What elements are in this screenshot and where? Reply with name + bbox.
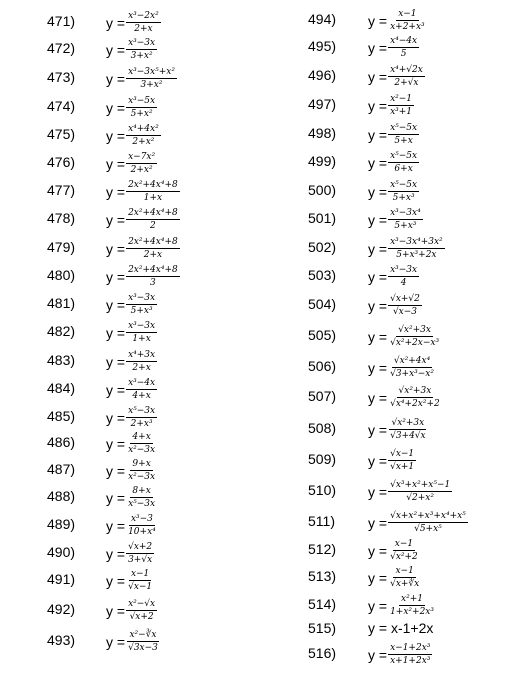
denominator: √x+∛x xyxy=(390,579,420,589)
exercise-number: 480) xyxy=(47,267,76,283)
y-equals: y = xyxy=(106,545,126,562)
numerator: x−7x² xyxy=(128,152,156,162)
equation xyxy=(106,180,180,203)
fraction xyxy=(388,449,416,472)
exercise-number: 502) xyxy=(308,239,337,255)
numerator: x⁴+3x xyxy=(128,350,156,360)
denominator: √x⁴+2x²+2 xyxy=(390,399,440,409)
equation xyxy=(368,511,468,534)
exercise-number: 481) xyxy=(47,295,76,311)
exercise-number: 493) xyxy=(47,632,76,648)
equation xyxy=(368,566,421,589)
equation xyxy=(368,539,420,562)
numerator: x−1+2x³ xyxy=(390,643,431,653)
denominator: 5+x³ xyxy=(394,221,417,231)
numerator: x−1 xyxy=(395,566,414,576)
denominator: √x+1 xyxy=(390,462,415,472)
denominator: 3+√x xyxy=(128,555,153,565)
fraction xyxy=(388,65,425,88)
fraction xyxy=(388,356,436,379)
numerator: 9+x xyxy=(132,459,151,469)
numerator: √x²+4x⁴ xyxy=(393,356,431,366)
y-equals: y = xyxy=(368,154,388,171)
exercise-number: 479) xyxy=(47,239,76,255)
equation xyxy=(368,294,422,317)
y-equals: y = xyxy=(106,41,126,58)
y-equals: y = xyxy=(106,268,126,285)
denominator: 5 xyxy=(400,49,407,59)
exercise-number: 475) xyxy=(47,126,76,142)
equation xyxy=(368,325,441,348)
denominator: √5+x⁵ xyxy=(414,524,442,534)
equation xyxy=(368,94,414,117)
y-equals: y = xyxy=(368,483,388,500)
numerator: x³−3 xyxy=(130,514,153,524)
exercise-number: 512) xyxy=(308,541,337,557)
fraction xyxy=(388,123,419,146)
denominator: 2 xyxy=(150,221,156,231)
y-equals: y = xyxy=(368,240,388,257)
y-equals: y = xyxy=(368,452,388,469)
y-equals: y = xyxy=(368,297,388,314)
y-equals: y = xyxy=(368,597,388,614)
numerator: 2x²+4x⁴+8 xyxy=(128,265,178,275)
fraction xyxy=(126,378,157,401)
denominator: 5+x³+2x xyxy=(396,250,437,260)
equation xyxy=(106,67,177,90)
fraction xyxy=(126,67,177,90)
denominator: √3+4√x xyxy=(390,431,426,441)
denominator: 2+x xyxy=(143,250,163,260)
exercise-number: 490) xyxy=(47,544,76,560)
fraction xyxy=(388,208,423,231)
denominator: 2+x³ xyxy=(130,419,153,429)
denominator: 2+x² xyxy=(132,137,155,147)
fraction xyxy=(388,539,420,562)
numerator: x³−4x xyxy=(128,378,156,388)
denominator: 6+x xyxy=(394,164,413,174)
equation xyxy=(106,293,157,316)
denominator: 3+x² xyxy=(140,80,163,90)
denominator: √x²+2x−x³ xyxy=(390,338,440,348)
exercise-number: 506) xyxy=(308,358,337,374)
equation xyxy=(106,38,157,61)
denominator: 1+x xyxy=(132,334,151,344)
numerator: 2x²+4x⁴+8 xyxy=(128,180,178,190)
exercise-number: 483) xyxy=(47,352,76,368)
y-equals: y = xyxy=(106,602,126,619)
numerator: √x−1 xyxy=(390,449,415,459)
numerator: 4+x xyxy=(132,432,151,442)
equation xyxy=(368,643,432,666)
fraction xyxy=(388,386,442,409)
y-equals: y = xyxy=(368,39,388,56)
numerator: x⁵−5x xyxy=(390,151,418,161)
exercise-number: 514) xyxy=(308,596,337,612)
y-equals: y = xyxy=(106,435,126,452)
y-equals: y = xyxy=(368,12,388,29)
y-equals: y = xyxy=(106,572,126,589)
denominator: x³+1 xyxy=(390,107,413,117)
y-equals: y = xyxy=(106,155,126,172)
exercise-number: 477) xyxy=(47,182,76,198)
exercise-number: 495) xyxy=(308,38,337,54)
equation xyxy=(106,208,180,231)
y-equals: y = xyxy=(368,421,388,438)
fraction xyxy=(126,542,154,565)
fraction xyxy=(126,152,157,175)
denominator: 2+√x xyxy=(394,78,419,88)
equation xyxy=(106,11,161,34)
fraction xyxy=(126,569,154,592)
numerator: x³−5x xyxy=(128,96,156,106)
numerator: x⁴+4x² xyxy=(128,124,159,134)
numerator: √x+x²+x³+x⁴+x⁵ xyxy=(390,511,466,521)
equation xyxy=(106,96,157,119)
numerator: x³−3x xyxy=(390,265,418,275)
exercise-number: 511) xyxy=(308,513,335,529)
y-equals: y = xyxy=(368,268,388,285)
fraction xyxy=(126,124,161,147)
fraction xyxy=(126,459,157,482)
exercise-number: 488) xyxy=(47,488,76,504)
denominator: 4+x xyxy=(132,391,151,401)
denominator: x²−3x xyxy=(128,445,156,455)
equation xyxy=(368,356,436,379)
fraction xyxy=(126,38,157,61)
numerator: 8+x xyxy=(132,486,151,496)
fraction xyxy=(126,599,157,622)
denominator: 10+x⁴ xyxy=(128,527,156,537)
fraction xyxy=(126,321,157,344)
equation xyxy=(106,514,158,537)
denominator: √3+x³−x² xyxy=(390,369,434,379)
fraction xyxy=(388,594,436,617)
numerator: x³−3x xyxy=(128,321,156,331)
fraction xyxy=(126,293,157,316)
fraction xyxy=(126,237,180,260)
numerator: √x+√2 xyxy=(390,294,420,304)
fraction xyxy=(388,9,427,32)
fraction xyxy=(388,151,419,174)
y-equals: y = xyxy=(106,296,126,313)
exercise-number: 472) xyxy=(47,40,76,56)
fraction xyxy=(388,94,414,117)
equation xyxy=(106,378,157,401)
fraction xyxy=(388,566,421,589)
fraction xyxy=(126,96,157,119)
y-equals: y = xyxy=(368,542,388,559)
y-equals: y = xyxy=(368,183,388,200)
exercise-number: 516) xyxy=(308,645,337,661)
exercise-number: 497) xyxy=(308,96,337,112)
exercise-number: 485) xyxy=(47,408,76,424)
denominator: √2+x² xyxy=(406,493,434,503)
denominator: x+1+2x³ xyxy=(390,656,431,666)
y-equals: y = xyxy=(106,517,126,534)
denominator: 3+x² xyxy=(130,51,153,61)
exercise-number: 509) xyxy=(308,451,337,467)
denominator: x⁵−3x xyxy=(128,499,156,509)
numerator: √x²+3x xyxy=(398,386,432,396)
equation xyxy=(106,486,157,509)
numerator: √x+2 xyxy=(128,542,153,552)
equation xyxy=(368,265,419,288)
exercise-number: 494) xyxy=(308,11,337,27)
y-equals: y = xyxy=(368,328,388,345)
y-equals: y = xyxy=(368,389,388,406)
exercise-number: 473) xyxy=(47,69,76,85)
equation xyxy=(106,630,160,653)
y-equals: y = xyxy=(368,646,388,663)
fraction xyxy=(388,36,419,59)
equation xyxy=(106,152,157,175)
y-equals: y = xyxy=(368,359,388,376)
fraction xyxy=(126,406,157,429)
denominator: 3 xyxy=(150,278,156,288)
y-equals: y = xyxy=(106,353,126,370)
equation xyxy=(106,350,157,373)
numerator: x⁵−5x xyxy=(390,123,418,133)
denominator: 2+x² xyxy=(130,165,153,175)
exercise-number: 501) xyxy=(308,210,337,226)
fraction xyxy=(388,325,441,348)
exercise-number: 476) xyxy=(47,154,76,170)
denominator: √x+2 xyxy=(129,612,154,622)
fraction xyxy=(126,265,180,288)
denominator: x²−3x xyxy=(128,472,156,482)
numerator: x³−3x⁵+x² xyxy=(128,67,175,77)
equation xyxy=(368,65,425,88)
exercise-number: 471) xyxy=(47,13,76,29)
fraction xyxy=(126,350,157,373)
fraction xyxy=(388,237,445,260)
y-equals: y = xyxy=(106,240,126,257)
exercise-number: 478) xyxy=(47,210,76,226)
numerator: x−1 xyxy=(398,9,417,19)
exercise-number: 505) xyxy=(308,327,337,343)
equation xyxy=(368,36,419,59)
equation-plain: y = x-1+2x xyxy=(368,620,434,636)
y-equals: y = xyxy=(106,99,126,116)
denominator: √x−3 xyxy=(392,307,418,317)
numerator: √x²+3x xyxy=(391,418,425,428)
exercise-number: 515) xyxy=(308,620,337,636)
equation xyxy=(106,265,180,288)
fraction xyxy=(126,11,161,34)
numerator: x⁴+√2x xyxy=(390,65,423,75)
numerator: x−1 xyxy=(394,539,414,549)
equation xyxy=(368,123,419,146)
fraction xyxy=(388,265,419,288)
fraction xyxy=(388,511,468,534)
fraction xyxy=(388,418,428,441)
numerator: x³−3x xyxy=(128,38,156,48)
numerator: x²−1 xyxy=(390,94,413,104)
denominator: 1+x²+2x³ xyxy=(390,607,434,617)
fraction xyxy=(388,294,422,317)
exercise-number: 507) xyxy=(308,388,337,404)
equation xyxy=(368,237,445,260)
numerator: 2x²+4x⁴+8 xyxy=(128,208,178,218)
numerator: x⁴−4x xyxy=(390,36,418,46)
denominator: 5+x xyxy=(394,136,413,146)
exercise-number: 492) xyxy=(47,601,76,617)
denominator: 2+x xyxy=(132,363,151,373)
numerator: x²−√x xyxy=(128,599,156,609)
y-equals: y = xyxy=(368,569,388,586)
y-equals: y = xyxy=(368,126,388,143)
fraction xyxy=(126,432,157,455)
denominator: 2+x xyxy=(134,24,153,34)
fraction xyxy=(388,643,432,666)
fraction xyxy=(126,514,158,537)
numerator: x³−3x⁴+3x² xyxy=(390,237,443,247)
y-equals: y = xyxy=(106,324,126,341)
denominator: 5+x² xyxy=(130,109,153,119)
exercise-number: 510) xyxy=(308,482,337,498)
numerator: x⁵−3x xyxy=(128,406,156,416)
exercise-number: 508) xyxy=(308,420,337,436)
y-equals: y = xyxy=(106,70,126,87)
fraction xyxy=(126,486,157,509)
equation xyxy=(368,594,436,617)
equation xyxy=(368,180,419,203)
exercise-number: 482) xyxy=(47,323,76,339)
numerator: x²−∛x xyxy=(129,630,157,640)
equation xyxy=(368,418,428,441)
equation xyxy=(106,237,180,260)
numerator: x⁵−5x xyxy=(390,180,418,190)
numerator: √x³+x²+x⁵−1 xyxy=(390,480,451,490)
equation xyxy=(368,208,423,231)
exercise-number: 500) xyxy=(308,182,337,198)
denominator: x+2+x³ xyxy=(390,22,425,32)
y-equals: y = xyxy=(368,514,388,531)
exercise-number: 491) xyxy=(47,571,76,587)
fraction xyxy=(126,630,160,653)
y-equals: y = xyxy=(368,68,388,85)
numerator: 2x²+4x⁴+8 xyxy=(128,237,178,247)
exercise-number: 496) xyxy=(308,67,337,83)
fraction xyxy=(388,180,419,203)
exercise-number: 513) xyxy=(308,568,337,584)
exercise-number: 487) xyxy=(47,461,76,477)
equation xyxy=(106,124,161,147)
numerator: x³−3x xyxy=(128,293,156,303)
exercise-number: 484) xyxy=(47,380,76,396)
equation xyxy=(106,542,154,565)
exercise-number: 486) xyxy=(47,434,76,450)
denominator: 5+x³ xyxy=(392,193,415,203)
y-equals: y = xyxy=(106,409,126,426)
exercise-number: 503) xyxy=(308,267,337,283)
exercise-number: 499) xyxy=(308,153,337,169)
fraction xyxy=(388,480,452,503)
denominator: √x−1 xyxy=(128,582,153,592)
denominator: √3x−3 xyxy=(128,643,158,653)
y-equals: y = xyxy=(106,489,126,506)
fraction xyxy=(126,208,180,231)
numerator: x−1 xyxy=(130,569,150,579)
equation xyxy=(368,151,419,174)
y-equals: y = xyxy=(106,211,126,228)
y-equals: y = xyxy=(106,381,126,398)
equation xyxy=(106,569,154,592)
y-equals: y = xyxy=(106,462,126,479)
numerator: x³−3x⁴ xyxy=(390,208,421,218)
denominator: 1+x xyxy=(143,193,163,203)
equation xyxy=(106,321,157,344)
exercise-number: 498) xyxy=(308,125,337,141)
exercise-number: 489) xyxy=(47,516,76,532)
y-equals: y = xyxy=(106,633,126,650)
equation xyxy=(106,459,157,482)
equation xyxy=(368,9,427,32)
numerator: x²+1 xyxy=(401,594,423,604)
exercise-number: 504) xyxy=(308,296,337,312)
equation xyxy=(368,386,442,409)
denominator: 5+x³ xyxy=(130,306,153,316)
numerator: x³−2x² xyxy=(128,11,159,21)
equation xyxy=(368,480,452,503)
y-equals: y = xyxy=(106,127,126,144)
numerator: √x²+3x xyxy=(398,325,431,335)
equation xyxy=(106,432,157,455)
y-equals: y = xyxy=(106,14,126,31)
exercise-number: 474) xyxy=(47,98,76,114)
y-equals: y = xyxy=(106,183,126,200)
equation xyxy=(106,406,157,429)
equation xyxy=(368,449,416,472)
denominator: √x²+2 xyxy=(390,552,418,562)
equation xyxy=(106,599,157,622)
y-equals: y = xyxy=(368,211,388,228)
y-equals: y = xyxy=(368,97,388,114)
fraction xyxy=(126,180,180,203)
denominator: 4 xyxy=(400,278,407,288)
